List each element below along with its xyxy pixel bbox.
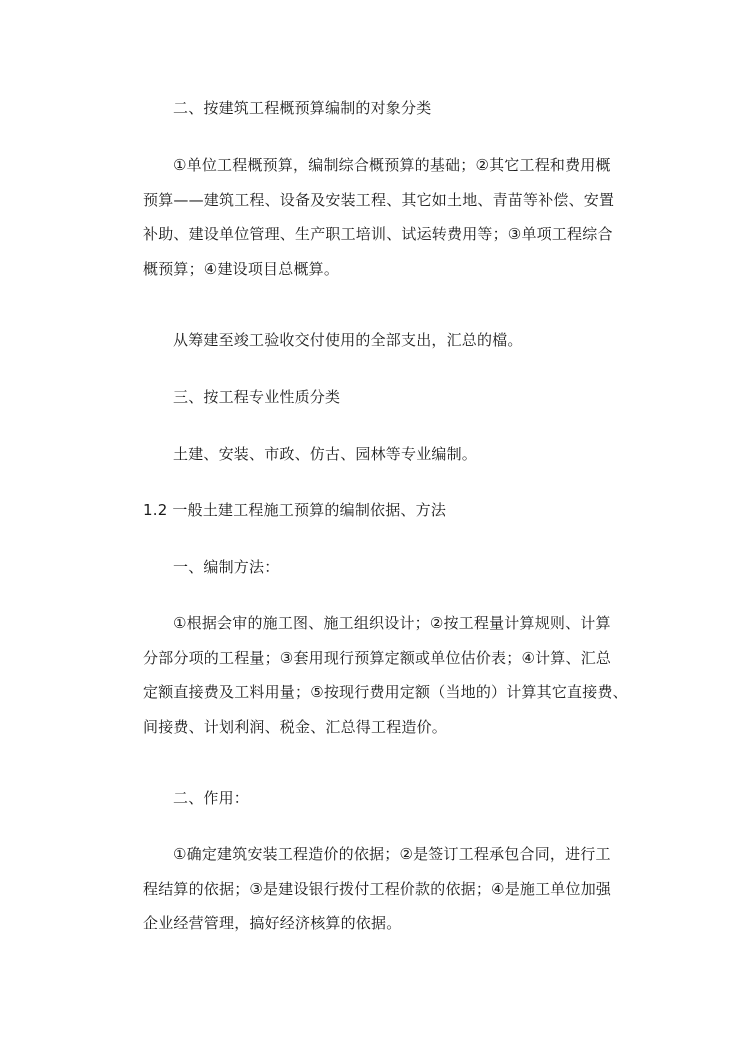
heading-function: 二、作用： xyxy=(173,789,250,807)
section-heading-1-2: 1.2 一般土建工程施工预算的编制依据、方法 xyxy=(143,501,447,519)
paragraph-specialty-list: 土建、安装、市政、仿古、园林等专业编制。 xyxy=(173,445,478,463)
heading-compilation-method: 一、编制方法： xyxy=(173,558,280,576)
paragraph-functions: ①确定建筑安装工程造价的依据；②是签订工程承包合同，进行工 程结算的依据；③是建设银行拨付工程价款的依据；④是施工单位加强 企业经营管理，搞好经济核算的依据。 xyxy=(143,845,612,932)
heading-classification-by-object: 二、按建筑工程概预算编制的对象分类 xyxy=(173,99,432,117)
paragraph-compilation-steps: ①根据会审的施工图、施工组织设计；②按工程量计算规则、计算 分部分项的工程量；③套用现行预算定额或单位估价表；④计算、汇总 定额直接费及工料用量；⑤按现行费用定额（当地的）计算其它直接费、 间接费、计划利润、税金、汇总得工程造价。 xyxy=(143,614,628,736)
paragraph-object-classification: ①单位工程概预算，编制综合概预算的基础；②其它工程和费用概 预算——建筑工程、设备及安装工程、其它如土地、青苗等补偿、安置 补助、建设单位管理、生产职工培训、试运转费用等；③单项工程综合 概预算；④建设项目总概算。 xyxy=(143,156,615,278)
paragraph-total-expenditure: 从筹建至竣工验收交付使用的全部支出，汇总的檔。 xyxy=(173,331,523,349)
heading-classification-by-specialty: 三、按工程专业性质分类 xyxy=(173,388,341,406)
